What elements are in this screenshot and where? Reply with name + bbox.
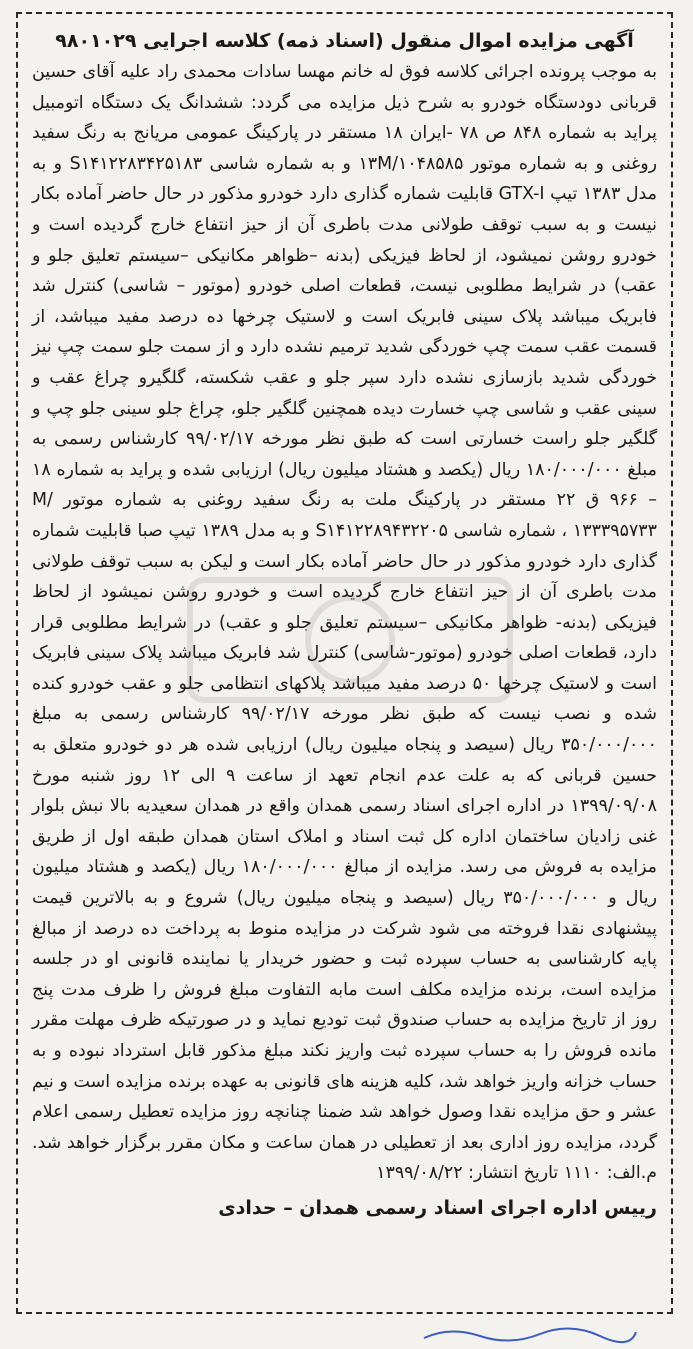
notice-body: [32, 57, 657, 1189]
notice-frame: [16, 12, 673, 1314]
handwritten-scribble: [420, 1322, 640, 1346]
notice-meta-line: م.الف: ۱۱۱۰ تاریخ انتشار: ۱۳۹۹/۰۸/۲۲: [376, 1163, 657, 1184]
notice-signature: رییس اداره اجرای اسناد رسمی همدان – حدادی: [218, 1196, 657, 1219]
notice-body-text: به موجب پرونده اجرائی کلاسه فوق له خانم مهسا سادات محمدی راد علیه آقای حسین قربانی دودستگاه خودرو به شرح ذیل مزایده می گردد: ششدانگ یک دستگاه اتومبیل پراید به شماره ۸۴۸ ص ۷۸ -ایران ۱۸ مستقر در پارکینگ عمومی مریانج به رنگ سفید روغنی و به شماره موتور ۱۳M/۱۰۴۸۵۸۵ و به شماره شاسی S۱۴۱۲۲۸۳۴۲۵۱۸۳ و به مدل ۱۳۸۳ تیپ GTX-I قابلیت شماره گذاری دارد خودرو مذکور در حال حاضر آماده بکار نیست و به سبب توقف طولانی مدت باطری آن از حیز انتفاع خارج گردیده است و خودرو روشن نمیشود، از لحاظ فیزیکی (بدنه –ظواهر مکانیکی –سیستم تعلیق جلو و عقب) در شرایط مطلوبی نیست، قطعات اصلی خودرو (موتور – شاسی) کنترل شد فابریک میباشد پلاک سینی فابریک است و لاستیک چرخها ده درصد مفید میباشد، از قسمت عقب سمت چپ خوردگی شدید ترمیم نشده دارد و از سمت جلو سمت چپ نیز خوردگی شدید بازسازی نشده دارد سپر جلو و عقب شکسته، گلگیرو چراغ عقب و سینی عقب و شاسی چپ خسارت دیده همچنین گلگیر جلو، چراغ جلو سینی جلو چپ و گلگیر جلو راست خسارتی است که طبق نظر مورخه ۹۹/۰۲/۱۷ کارشناس رسمی به مبلغ ۱۸۰/۰۰۰/۰۰۰ ریال (یکصد و هشتاد میلیون ریال) ارزیابی شده و پراید به شماره ۱۸ – ۹۶۶ ق ۲۲ مستقر در پارکینگ ملت به رنگ سفید روغنی به شماره موتور M/۱۳۳۳۹۵۷۳۳ ، شماره شاسی S۱۴۱۲۲۸۹۴۳۲۲۰۵ و به مدل ۱۳۸۹ تیپ صبا قابلیت شماره گذاری دارد خودرو مذکور در حال حاضر آماده بکار است و لیکن به سبب توقف طولانی مدت باطری آن از حیز انتفاع خارج گردیده است و خودرو روشن نمیشود از لحاظ فیزیکی (بدنه- ظواهر مکانیکی –سیستم تعلیق جلو و عقب) در شرایط مطلوبی قرار دارد، قطعات اصلی خودرو (موتور-شاسی) کنترل شد فابریک میباشد پلاک سینی فابریک است و لاستیک چرخها ۵۰ درصد مفید میباشد پلاکهای انتظامی جلو و عقب خودرو کنده شده و نصب نیست که طبق نظر مورخه ۹۹/۰۲/۱۷ کارشناس رسمی به مبلغ ۳۵۰/۰۰۰/۰۰۰ ریال (سیصد و پنجاه میلیون ریال) ارزیابی شده هر دو خودرو متعلق به حسین قربانی که به علت عدم انجام تعهد از ساعت ۹ الی ۱۲ روز شنبه مورخ ۱۳۹۹/۰۹/۰۸ در اداره اجرای اسناد رسمی همدان واقع در همدان سعیدیه بالا نبش بلوار غنی زادیان ساختمان اداره کل ثبت اسناد و املاک استان همدان طبقه اول از طریق مزایده به فروش می رسد. مزایده از مبالغ ۱۸۰/۰۰۰/۰۰۰ ریال (یکصد و هشتاد میلیون ریال و ۳۵۰/۰۰۰/۰۰۰ ریال (سیصد و پنجاه میلیون ریال) شروع و به بالاترین قیمت پیشنهادی نقدا فروخته می شود شرکت در مزایده منوط به پرداخت ده درصد از مبالغ پایه کارشناسی به حساب سپرده ثبت و حضور خریدار یا نماینده قانونی او در جلسه مزایده است، برنده مزایده مکلف است مابه التفاوت مبلغ فروش را ظرف مدت پنج روز از تاریخ مزایده به حساب صندوق ثبت تودیع نماید و در صورتیکه ظرف مهلت مقرر مانده فروش را به حساب سپرده ثبت واریز نکند مبلغ مذکور قابل استرداد نبوده و به حساب خزانه واریز خواهد شد، کلیه هزینه های قانونی به عهده برنده مزایده است و نیم عشر و حق مزایده نقدا وصول خواهد شد ضمنا چنانچه روز مزایده تعطیل رسمی اعلام گردد، مزایده روز اداری بعد از تعطیلی در همان ساعت و مکان مقرر برگزار خواهد شد.: [32, 62, 658, 1153]
notice-title: آگهی مزایده اموال منقول (اسناد ذمه) کلاسه اجرایی ۹۸۰۱۰۲۹: [55, 30, 634, 52]
